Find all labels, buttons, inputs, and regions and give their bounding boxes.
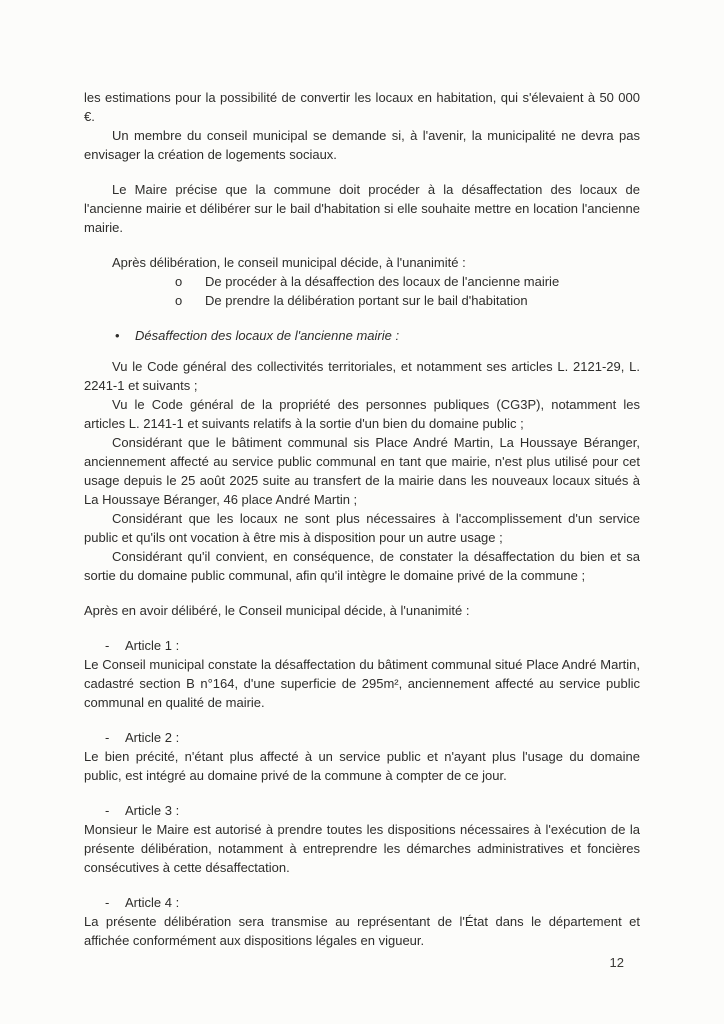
section-heading-text: Désaffection des locaux de l'ancienne mairie : <box>135 328 400 343</box>
paragraph-estimations: les estimations pour la possibilité de convertir les locaux en habitation, qui s'élevaient à 50 000 €. <box>84 90 640 124</box>
dash-marker-icon: - <box>105 895 110 910</box>
article-title-text: Article 1 : <box>125 638 180 653</box>
dash-marker-icon: - <box>105 730 110 745</box>
list-item-text: De procéder à la désaffection des locaux de l'ancienne mairie <box>205 274 560 289</box>
bullet-marker-icon: • <box>115 328 120 343</box>
spacer <box>84 310 640 326</box>
spacer <box>84 620 640 636</box>
article-4-body: La présente délibération sera transmise au représentant de l'État dans le département et affichée conformément aux dispositions légales en vigueur. <box>84 914 640 948</box>
list-item <box>175 291 640 310</box>
article-title-text: Article 4 : <box>125 895 180 910</box>
article-1-body: Le Conseil municipal constate la désaffectation du bâtiment communal situé Place André Martin, cadastré section B n°164, d'une superficie de 295m², anciennement affecté au service public communal en qualité de mairie. <box>84 657 640 710</box>
section-heading <box>84 326 640 345</box>
decision-lead: Après en avoir délibéré, le Conseil municipal décide, à l'unanimité : <box>84 603 470 618</box>
paragraph-maire-precise: Le Maire précise que la commune doit procéder à la désaffectation des locaux de l'ancienne mairie et délibérer sur le bail d'habitation si elle souhaite mettre en location l'ancienne mairie. <box>84 182 640 235</box>
list-item-text: De prendre la délibération portant sur le bail d'habitation <box>205 293 528 308</box>
spacer <box>84 164 640 180</box>
article-3-body: Monsieur le Maire est autorisé à prendre toutes les dispositions nécessaires à l'exécution de la présente délibération, notamment à entreprendre les démarches administratives et foncières consécutives à cette désaffectation. <box>84 822 640 875</box>
article-4-title <box>84 893 640 912</box>
dash-marker-icon: - <box>105 638 110 653</box>
spacer <box>84 877 640 893</box>
deliberation-lead: Après délibération, le conseil municipal décide, à l'unanimité : <box>112 255 466 270</box>
spacer <box>84 712 640 728</box>
paragraph-membre-conseil: Un membre du conseil municipal se demande si, à l'avenir, la municipalité ne devra pas envisager la création de logements sociaux. <box>84 128 640 162</box>
article-title-text: Article 3 : <box>125 803 180 818</box>
article-2-title <box>84 728 640 747</box>
deliberation-items <box>84 272 640 310</box>
recital-vu-cg3p: Vu le Code général de la propriété des personnes publiques (CG3P), notamment les articles L. 2141-1 et suivants relatifs à la sortie d'un bien du domaine public ; <box>84 397 640 431</box>
spacer <box>84 585 640 601</box>
article-2-body: Le bien précité, n'étant plus affecté à un service public et n'ayant plus l'usage du domaine public, est intégré au domaine privé de la commune à compter de ce jour. <box>84 749 640 783</box>
recital-vu-cgct: Vu le Code général des collectivités territoriales, et notamment ses articles L. 2121-29, L. 2241-1 et suivants ; <box>84 359 640 393</box>
page-number: 12 <box>609 955 624 970</box>
dash-marker-icon: - <box>105 803 110 818</box>
circle-marker-icon: o <box>175 293 183 308</box>
spacer <box>84 237 640 253</box>
list-item <box>175 272 640 291</box>
article-3-title <box>84 801 640 820</box>
spacer <box>84 345 640 357</box>
circle-marker-icon: o <box>175 274 183 289</box>
recital-considerant-desaffectation: Considérant qu'il convient, en conséquence, de constater la désaffectation du bien et sa sortie du domaine public communal, afin qu'il intègre le domaine privé de la commune ; <box>84 549 640 583</box>
article-title-text: Article 2 : <box>125 730 180 745</box>
spacer <box>84 785 640 801</box>
recital-considerant-batiment: Considérant que le bâtiment communal sis Place André Martin, La Houssaye Béranger, anciennement affecté au service public communal en tant que mairie, n'est plus utilisé pour cet usage depuis le 25 août 2025 suite au transfert de la mairie dans les nouveaux locaux situés à La Houssaye Béranger, 46 place André Martin ; <box>84 435 640 507</box>
article-1-title <box>84 636 640 655</box>
recital-considerant-locaux: Considérant que les locaux ne sont plus nécessaires à l'accomplissement d'un service public et qu'ils ont vocation à être mis à disposition pour un autre usage ; <box>84 511 640 545</box>
